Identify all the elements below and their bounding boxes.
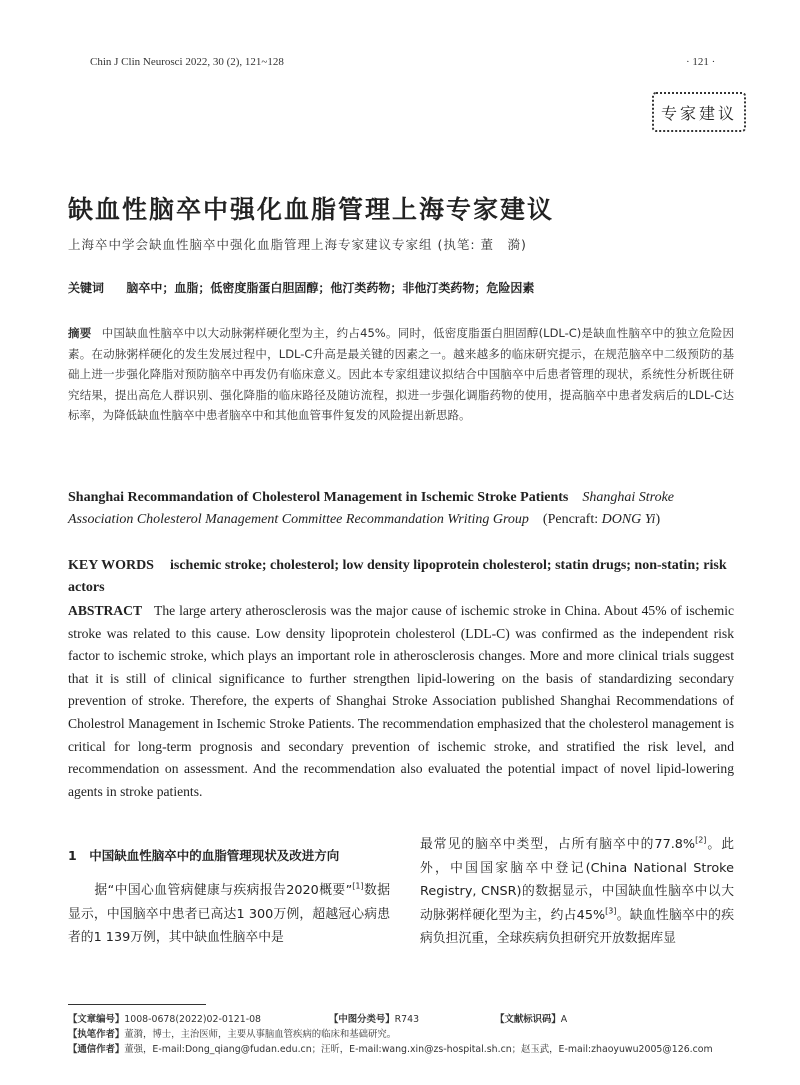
category-badge: 专家建议 — [652, 92, 746, 132]
pencraft-prefix: (Pencraft: — [542, 512, 602, 527]
class-label: 【中图分类号】 — [329, 1014, 395, 1025]
keywords-en-label: KEY WORDS — [68, 558, 154, 573]
abstract-cn-label: 摘要 — [68, 326, 92, 340]
footnote-correspondence — [68, 1041, 713, 1055]
body-column-left — [68, 879, 390, 950]
article-title-cn: 缺血性脑卒中强化血脂管理上海专家建议 — [68, 195, 555, 224]
body-text: 数据显示，中国脑卒中患者已高达1 300万例，超越冠心病患者的1 139万例，其中缺血性脑卒中是 — [68, 883, 391, 945]
abstract-cn-text: 中国缺血性脑卒中以大动脉粥样硬化型为主，约占45%。同时，低密度脂蛋白胆固醇(LDL-C)是缺血性脑卒中的独立危险因素。在动脉粥样硬化的发生发展过程中，LDL-C升高是最关键的因素之一。越来越多的临床研究提示，在规范脑卒中二级预防的基础上进一步强化降脂对预防脑卒中再发仍有临床意义。因此本专家组建议拟结合中国脑卒中后患者管理的现状，系统性分析既往研究结果，提出高危人群识别、强化降脂的临床路径及随访流程，拟进一步强化调脂药物的使用，提高脑卒中患者发病后的LDL-C达标率，为降低缺血性脑卒中患者脑卒中和其他血管事件复发的风险提出新思路。 — [68, 326, 734, 422]
doc-code: A — [560, 1014, 568, 1025]
corr-info: 董强，E-mail:Dong_qiang@fudan.edu.cn；汪昕，E-mail:wang.xin@zs-hospital.sh.cn；赵玉武，E-mail:zhaoyuwu2005@126.com — [124, 1044, 713, 1055]
keywords-en — [68, 555, 734, 599]
abstract-cn — [68, 323, 734, 426]
author-info: 董漪，博士，主治医师，主要从事脑血管疾病的临床和基础研究。 — [124, 1029, 397, 1040]
page-number: · 121 · — [686, 56, 716, 68]
journal-citation: Chin J Clin Neurosci 2022, 30 (2), 121~128 — [90, 56, 284, 68]
section-heading: 1 中国缺血性脑卒中的血脂管理现状及改进方向 — [68, 848, 340, 863]
body-text: 最常见的脑卒中类型，占所有脑卒中的77.8% — [420, 837, 696, 852]
pencraft-suffix: ) — [655, 512, 661, 527]
article-title-en: Shanghai Recommandation of Cholesterol Management in Ischemic Stroke Patients — [68, 490, 569, 505]
doc-label: 【文献标识码】 — [495, 1014, 561, 1025]
keywords-cn-text: 脑卒中；血脂；低密度脂蛋白胆固醇；他汀类药物；非他汀类药物；危险因素 — [126, 281, 535, 295]
class-no: R743 — [394, 1014, 420, 1025]
footnote-divider — [68, 1004, 206, 1005]
article-no-label: 【文章编号】 — [68, 1014, 125, 1025]
footnote-article-info — [68, 1011, 567, 1025]
body-text: 。此外，中国国家脑卒中登记(China National Stroke Registry, CNSR)的数据显示，中国缺血性脑卒中以大动脉粥样硬化型为主，约占45% — [420, 837, 735, 923]
author-label: 【执笔作者】 — [68, 1029, 125, 1040]
keywords-cn — [68, 279, 534, 296]
abstract-en — [68, 600, 734, 803]
byline-cn: 上海卒中学会缺血性脑卒中强化血脂管理上海专家建议专家组 (执笔: 董 漪) — [68, 237, 527, 252]
footnote-author — [68, 1026, 396, 1040]
authors-en: Shanghai Stroke Association Cholesterol Management Committee Recommandation Writing Group — [68, 490, 674, 527]
abstract-en-text: The large artery atherosclerosis was the major cause of ischemic stroke in China. About 45% of ischemic stroke was related to this cause. Low density lipoprotein cholesterol (LDL-C) was confirmed as the independent risk factor to ischemic stroke, which plays an important role in atherosclerosis changes. More and more clinical trials suggest that it is still of clinical significance to further strengthen lipid-lowering on the basis of standardizing secondary prevention of stroke. Therefore, the experts of Shanghai Stroke Association published Shanghai Recommendations of Cholestrol Management in Ischemic Stroke Patients. The recommendation emphasized that the cholesterol management is critical for long-term prognosis and secondary prevention of ischemic stroke, and stratified the risk level, and recommendation on assessment. And the recommendation also evaluated the potential impact of novel lipid-lowering agents in stroke patients. — [68, 603, 734, 799]
article-no: 1008-0678(2022)02-0121-08 — [124, 1014, 262, 1025]
citation-ref[interactable]: [1] — [352, 881, 364, 891]
keywords-en-text: ischemic stroke; cholesterol; low density lipoprotein cholesterol; statin drugs; non-statin; risk actors — [68, 558, 727, 595]
body-column-right — [420, 833, 734, 951]
corr-label: 【通信作者】 — [68, 1044, 125, 1055]
body-text: 。缺血性脑卒中的疾病负担沉重，全球疾病负担研究开放数据库显 — [420, 907, 735, 946]
english-title-block — [68, 487, 734, 531]
citation-ref[interactable]: [2] — [695, 835, 707, 845]
citation-ref[interactable]: [3] — [605, 906, 617, 916]
abstract-en-label: ABSTRACT — [68, 603, 143, 618]
body-text: 据“中国心血管病健康与疾病报告2020概要” — [68, 883, 353, 898]
keywords-cn-label: 关键词 — [68, 281, 105, 295]
pencraft-name: DONG Yi — [601, 512, 656, 527]
